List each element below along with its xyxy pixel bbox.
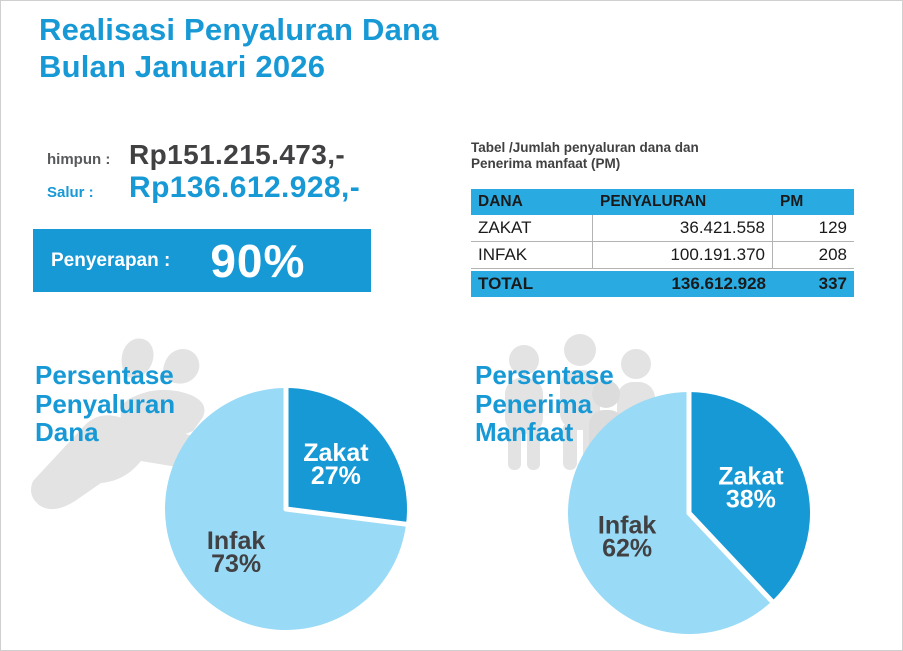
salur-label: Salur : [47, 184, 94, 201]
salur-value: Rp136.612.928,- [129, 171, 361, 204]
table-cell-dana: ZAKAT [471, 215, 593, 242]
page-title-line1: Realisasi Penyaluran Dana [39, 12, 439, 47]
chart-title-penyaluran [35, 361, 175, 447]
himpun-row [47, 139, 345, 171]
table-row [471, 242, 854, 269]
table-header-pm: PM [780, 193, 804, 210]
penyerapan-box [33, 229, 371, 292]
pie-label-zakat: Zakat 38% [718, 462, 784, 514]
page-title-line2: Bulan Januari 2026 [39, 49, 326, 85]
table-cell-pm: 208 [773, 242, 854, 269]
penyerapan-value: 90% [210, 234, 306, 287]
penyerapan-label: Penyerapan : [51, 249, 171, 271]
chart-title-line: Penyaluran [35, 388, 176, 419]
table-header-row [471, 189, 854, 215]
chart-title-line: Penerima [475, 388, 593, 419]
pie-label-infak: Infak 62% [597, 511, 657, 563]
table-cell-pm: 129 [773, 215, 854, 242]
salur-row [47, 171, 360, 205]
table-cell-penyaluran: 36.421.558 [593, 215, 773, 242]
pie-label-infak: Infak 73% [206, 527, 266, 578]
pie-label-zakat: Zakat 27% [303, 439, 369, 490]
table-caption-line1: Tabel /Jumlah penyaluran dana dan [471, 140, 699, 155]
table-total-row [471, 271, 854, 297]
table-caption [471, 140, 699, 172]
chart-title-line: Persentase [475, 360, 614, 390]
himpun-value: Rp151.215.473,- [129, 139, 346, 170]
page-title [39, 11, 439, 85]
table-cell-penyaluran: 100.191.370 [593, 242, 773, 269]
table-total-penyaluran: 136.612.928 [671, 274, 766, 293]
table-total-label: TOTAL [478, 274, 534, 293]
chart-title-line: Dana [35, 417, 99, 448]
chart-title-penerima [475, 361, 614, 447]
table-header-penyaluran: PENYALURAN [600, 193, 707, 210]
table-caption-line2: Penerima manfaat (PM) [471, 156, 621, 172]
chart-title-line: Persentase [35, 360, 174, 390]
fund-table [471, 189, 854, 297]
table-row [471, 215, 854, 242]
table-total-pm: 337 [818, 274, 847, 293]
table-cell-dana: INFAK [471, 242, 593, 269]
himpun-label: himpun : [47, 151, 111, 168]
chart-title-line: Manfaat [475, 417, 574, 448]
table-header-dana: DANA [478, 193, 523, 210]
pie-chart-penyaluran [161, 384, 411, 634]
